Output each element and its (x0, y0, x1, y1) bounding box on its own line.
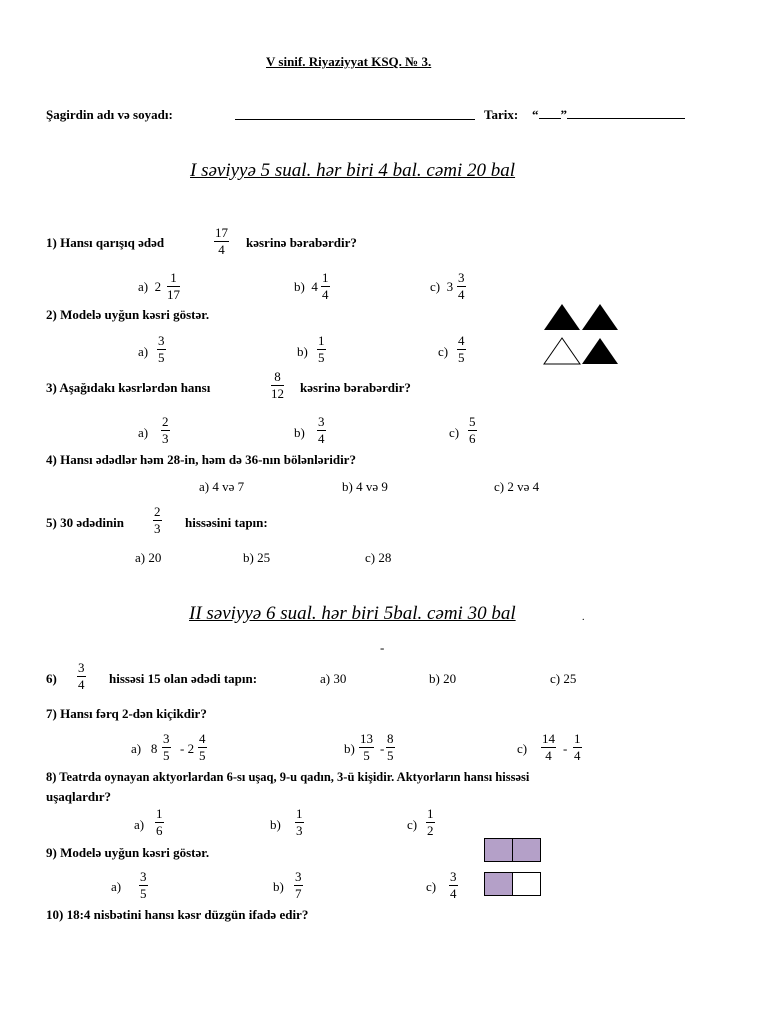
q5-option-a[interactable]: a) 20 (135, 550, 162, 565)
level1-heading: I səviyyə 5 sual. hər biri 4 bal. cəmi 20 bal (190, 160, 516, 181)
q9-option-b[interactable]: b) (273, 879, 284, 894)
q6-number: 6) (46, 671, 57, 686)
q4-option-b[interactable]: b) 4 və 9 (342, 479, 388, 494)
date-field[interactable] (532, 107, 685, 123)
q6-option-a[interactable]: a) 30 (320, 671, 347, 686)
q3-option-a[interactable]: a) (138, 425, 149, 440)
q6-option-b[interactable]: b) 20 (429, 671, 457, 686)
q9-option-a-frac: $\frac{3}{5}$ (140, 869, 147, 901)
q7-option-c[interactable]: c) (517, 741, 528, 756)
q8-option-a[interactable]: a) (134, 817, 145, 832)
q7-option-a-frac2: $\frac{4}{5}$ (199, 731, 206, 763)
q7-option-a[interactable]: a) 8 (131, 741, 158, 756)
q1-option-c[interactable]: c) 3 (430, 279, 454, 294)
q3-text-pre: 3) Aşağıdakı kəsrlərdən hansı (46, 380, 211, 395)
date-quote-close: ” (560, 107, 567, 122)
triangle-shaded-3 (582, 338, 618, 364)
q5-text-pre: 5) 30 ədədinin (46, 515, 125, 530)
q9-option-a[interactable]: a) (111, 879, 122, 894)
q2-option-b-frac: $\frac{1}{5}$ (318, 333, 325, 365)
q7-option-b-minus: - (380, 741, 385, 756)
q9-text: 9) Modelə uyğun kəsri göstər. (46, 845, 210, 860)
q3-text-post: kəsrinə bərabərdir? (300, 380, 411, 395)
q3-fraction: $\frac{8}{12}$ (271, 369, 284, 401)
q5-text-post: hissəsini tapın: (185, 515, 268, 530)
q7-option-b-frac1: $\frac{13}{5}$ (360, 731, 373, 763)
q9-option-c[interactable]: c) (426, 879, 437, 894)
q4-option-c[interactable]: c) 2 və 4 (494, 479, 540, 494)
q8-option-c-frac: $\frac{1}{2}$ (427, 806, 434, 838)
q1-option-a-frac: $\frac{1}{17}$ (167, 270, 180, 302)
q2-option-a-frac: $\frac{3}{5}$ (158, 333, 165, 365)
q8-option-a-frac: $\frac{1}{6}$ (156, 806, 163, 838)
level2-dash: - (380, 640, 385, 655)
q2-option-b[interactable]: b) (297, 344, 308, 359)
q5-fraction: $\frac{2}{3}$ (154, 504, 161, 536)
q9-option-c-frac: $\frac{3}{4}$ (450, 869, 457, 901)
q10-text: 10) 18:4 nisbətini hansı kəsr düzgün ifadə edir? (46, 907, 309, 922)
q9-option-b-frac: $\frac{3}{7}$ (295, 869, 302, 901)
q7-option-a-minus: - 2 (180, 741, 195, 756)
q3-option-b[interactable]: b) (294, 425, 305, 440)
q9-model-cell-2 (512, 838, 541, 862)
q3-option-c[interactable]: c) (449, 425, 460, 440)
q3-option-a-frac: $\frac{2}{3}$ (162, 414, 169, 446)
date-label: Tarix: (484, 107, 519, 122)
q7-option-c-frac2: $\frac{1}{4}$ (574, 731, 581, 763)
q7-option-a-frac1: $\frac{3}{5}$ (163, 731, 170, 763)
level2-heading: II səviyyə 6 sual. hər biri 5bal. cəmi 30 bal (189, 603, 516, 624)
q1-text-post: kəsrinə bərabərdir? (246, 235, 357, 250)
q9-model-cell-4 (512, 872, 541, 896)
q3-option-c-frac: $\frac{5}{6}$ (469, 414, 476, 446)
q8-option-b-frac: $\frac{1}{3}$ (296, 806, 303, 838)
q9-model-cell-3 (484, 872, 513, 896)
triangle-shaded-1 (544, 304, 580, 330)
q1-fraction (214, 226, 229, 257)
q8-text-line1: 8) Teatrda oynayan aktyorlardan 6-sı uşaq, 9-u qadın, 3-ü kişidir. Aktyorların hansı hissəsi (46, 770, 530, 784)
q1-option-b[interactable]: b) 4 (294, 279, 318, 294)
q9-model-cell-1 (484, 838, 513, 862)
q4-option-a[interactable]: a) 4 və 7 (199, 479, 245, 494)
q7-option-b[interactable]: b) (344, 741, 355, 756)
q7-option-c-minus: - (563, 741, 568, 756)
worksheet-title: V sinif. Riyaziyyat KSQ. № 3. (266, 54, 432, 69)
q2-triangle-model (540, 300, 642, 368)
q7-text: 7) Hansı fərq 2-dən kiçikdir? (46, 706, 207, 721)
q4-text: 4) Hansı ədədlər həm 28-in, həm də 36-nın bölənləridir? (46, 452, 356, 467)
q6-option-c[interactable]: c) 25 (550, 671, 577, 686)
q7-option-b-frac2: $\frac{8}{5}$ (387, 731, 394, 763)
q8-option-b[interactable]: b) (270, 817, 281, 832)
q1-text-pre: 1) Hansı qarışıq ədəd (46, 235, 165, 250)
q1-option-b-frac: $\frac{1}{4}$ (322, 270, 329, 302)
q2-option-c-frac: $\frac{4}{5}$ (458, 333, 465, 365)
q1-frac-num: 17 (215, 225, 228, 240)
student-name-label: Şagirdin adı və soyadı: (46, 107, 173, 122)
q2-option-c[interactable]: c) (438, 344, 449, 359)
q2-text: 2) Modelə uyğun kəsri göstər. (46, 307, 210, 322)
q1-option-c-frac: $\frac{3}{4}$ (458, 270, 465, 302)
q6-text: hissəsi 15 olan ədədi tapın: (109, 671, 258, 686)
q1-frac-den: 4 (218, 242, 225, 257)
q5-option-c[interactable]: c) 28 (365, 550, 392, 565)
q7-option-c-frac1: $\frac{14}{4}$ (542, 731, 555, 763)
q6-fraction: $\frac{3}{4}$ (78, 660, 85, 692)
student-name-blank[interactable] (235, 108, 475, 124)
q8-option-c[interactable]: c) (407, 817, 418, 832)
q1-option-a[interactable]: a) 2 (138, 279, 162, 294)
q2-option-a[interactable]: a) (138, 344, 149, 359)
q5-option-b[interactable]: b) 25 (243, 550, 271, 565)
q8-text-line2: uşaqlardır? (46, 789, 112, 804)
q3-option-b-frac: $\frac{3}{4}$ (318, 414, 325, 446)
triangle-shaded-2 (582, 304, 618, 330)
date-quote-open: “ (532, 107, 539, 122)
triangle-empty (544, 338, 580, 364)
level2-dot: . (582, 612, 585, 623)
